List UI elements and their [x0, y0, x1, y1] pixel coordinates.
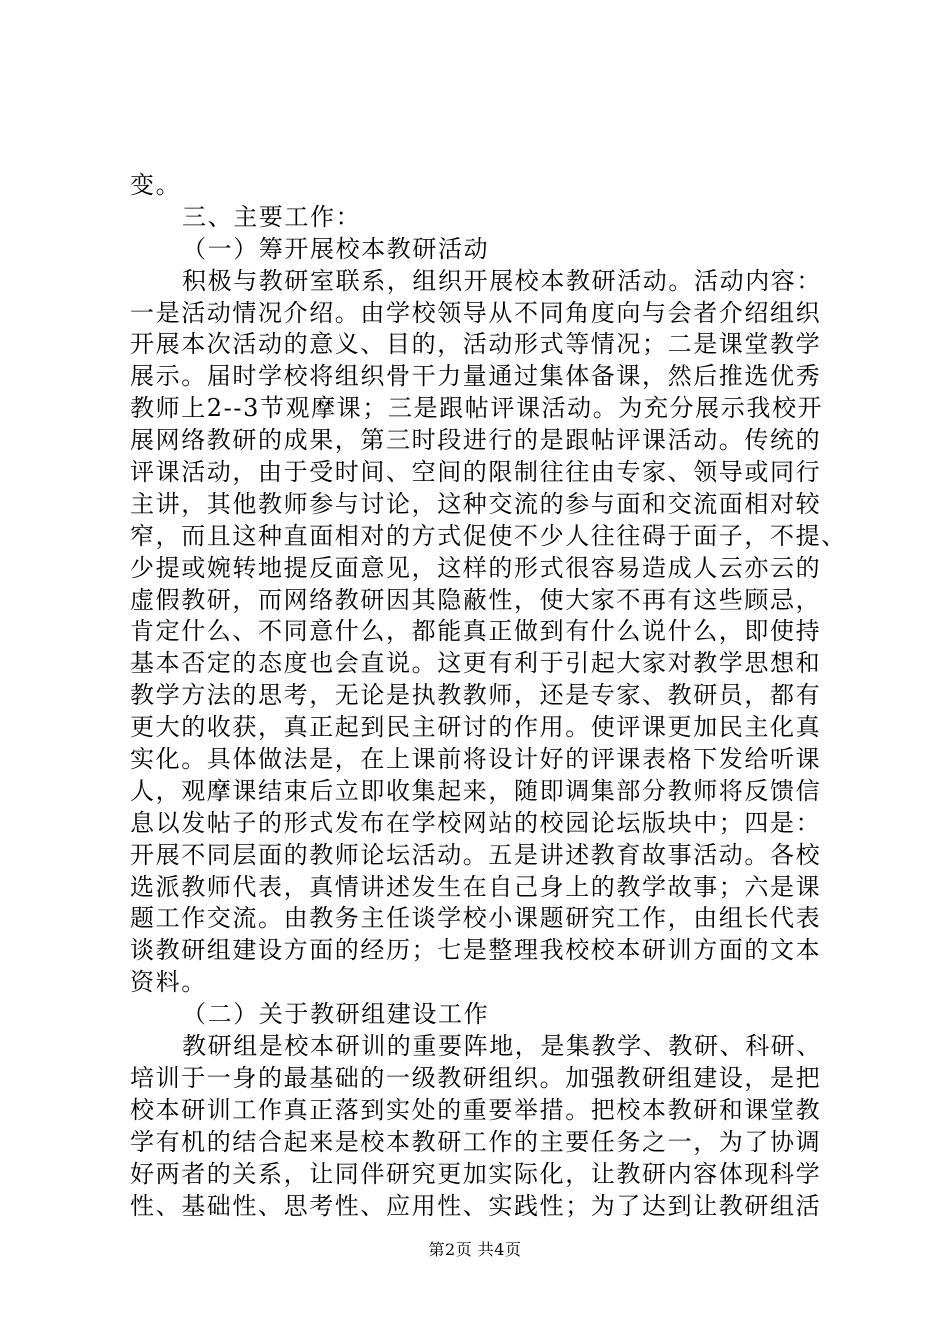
- text-line: 教研组是校本研训的重要阵地，是集教学、教研、科研、: [182, 1032, 822, 1061]
- text-line: 评课活动，由于受时间、空间的限制往往由专家、领导或同行: [130, 458, 822, 487]
- text-line: （一）筹开展校本教研活动: [182, 234, 490, 263]
- text-line: 三、主要工作：: [182, 202, 362, 231]
- text-line: 实化。具体做法是，在上课前将设计好的评课表格下发给听课: [130, 745, 822, 774]
- text-line: 选派教师代表，真情讲述发生在自己身上的教学故事；六是课: [130, 872, 822, 901]
- text-line: 开展本次活动的意义、目的，活动形式等情况；二是课堂教学: [130, 330, 822, 359]
- text-line: 性、基础性、思考性、应用性、实践性；为了达到让教研组活: [130, 1191, 822, 1220]
- text-line: 主讲，其他教师参与讨论，这种交流的参与面和交流面相对较: [130, 489, 822, 518]
- text-line: 基本否定的态度也会直说。这更有利于引起大家对教学思想和: [130, 649, 822, 678]
- text-line: 教师上2--3节观摩课；三是跟帖评课活动。为充分展示我校开: [130, 394, 824, 423]
- page-footer: 第2页 共4页: [428, 1240, 522, 1259]
- text-line: 肯定什么、不同意什么，都能真正做到有什么说什么，即使持: [130, 617, 822, 646]
- text-line: 虚假教研，而网络教研因其隐蔽性，使大家不再有这些顾忌，: [130, 585, 822, 614]
- text-line: （二）关于教研组建设工作: [182, 1000, 490, 1029]
- text-line: 好两者的关系，让同伴研究更加实际化，让教研内容体现科学: [130, 1159, 822, 1188]
- text-line: 校本研训工作真正落到实处的重要举措。把校本教研和课堂教: [130, 1095, 822, 1124]
- text-line: 培训于一身的最基础的一级教研组织。加强教研组建设，是把: [130, 1063, 822, 1092]
- text-line: 窄，而且这种直面相对的方式促使不少人往往碍于面子，不提、: [130, 521, 847, 550]
- text-line: 学有机的结合起来是校本教研工作的主要任务之一，为了协调: [130, 1127, 822, 1156]
- text-line: 教学方法的思考，无论是执教教师，还是专家、教研员，都有: [130, 681, 822, 710]
- text-line: 变。: [130, 171, 182, 199]
- text-line: 展网络教研的成果，第三时段进行的是跟帖评课活动。传统的: [130, 426, 822, 455]
- text-line: 资料。: [130, 968, 207, 997]
- text-line: 谈教研组建设方面的经历；七是整理我校校本研训方面的文本: [130, 936, 822, 965]
- text-line: 息以发帖子的形式发布在学校网站的校园论坛版块中；四是：: [130, 808, 822, 837]
- text-line: 积极与教研室联系，组织开展校本教研活动。活动内容：: [182, 266, 822, 295]
- text-line: 一是活动情况介绍。由学校领导从不同角度向与会者介绍组织: [130, 298, 822, 327]
- text-line: 展示。届时学校将组织骨干力量通过集体备课，然后推选优秀: [130, 362, 822, 391]
- text-line: 少提或婉转地提反面意见，这样的形式很容易造成人云亦云的: [130, 553, 822, 582]
- text-line: 人，观摩课结束后立即收集起来，随即调集部分教师将反馈信: [130, 776, 822, 805]
- document-body: [130, 170, 847, 1222]
- text-line: 更大的收获，真正起到民主研讨的作用。使评课更加民主化真: [130, 713, 822, 742]
- text-line: 开展不同层面的教师论坛活动。五是讲述教育故事活动。各校: [130, 840, 822, 869]
- text-line: 题工作交流。由教务主任谈学校小课题研究工作，由组长代表: [130, 904, 822, 933]
